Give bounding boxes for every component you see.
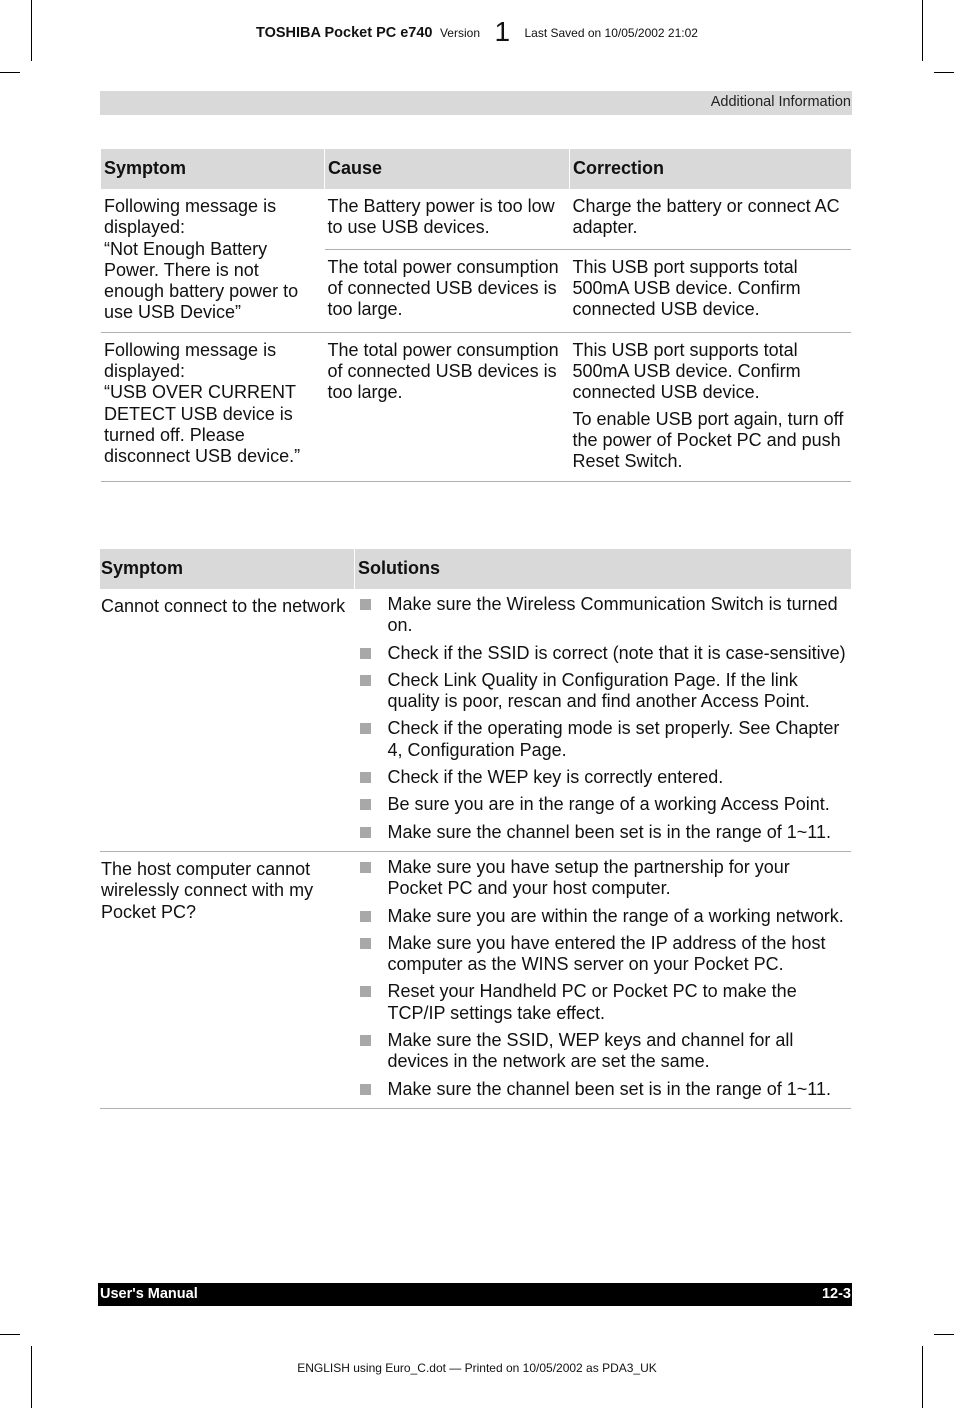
solution-text: Check if the operating mode is set properly. See Chapter 4, Configuration Page. (387, 718, 840, 760)
solutions-list (358, 594, 849, 843)
square-bullet-icon (360, 599, 371, 610)
correction-text: This USB port supports total 500mA USB device. Confirm connected USB device. (572, 256, 801, 320)
list-item (358, 767, 849, 788)
crop-mark-bottom-left-horizontal (0, 1334, 20, 1335)
list-item (358, 981, 849, 1024)
symptom-text: Following message is displayed: (104, 196, 277, 238)
list-item (358, 594, 849, 637)
cause-cell: The total power consumption of connected USB devices is too large. (325, 332, 570, 481)
correction-text: To enable USB port again, turn off the power of Pocket PC and push Reset Switch. (572, 408, 844, 472)
column-header-symptom: Symptom (100, 549, 355, 589)
crop-mark-top-right-horizontal (934, 72, 954, 73)
section-title: Additional Information (710, 94, 851, 110)
square-bullet-icon (360, 986, 371, 997)
crop-mark-bottom-right-horizontal (934, 1334, 954, 1335)
correction-cell (570, 249, 852, 332)
square-bullet-icon (360, 772, 371, 783)
solution-text: Reset your Handheld PC or Pocket PC to make the TCP/IP settings take effect. (387, 981, 797, 1023)
list-item (358, 643, 849, 664)
square-bullet-icon (360, 1035, 371, 1046)
symptom-cell (101, 332, 325, 481)
symptom-message: “Not Enough Battery Power. There is not enough battery power to use USB Device” (104, 238, 299, 323)
solutions-cell (355, 851, 852, 1108)
running-header (0, 16, 954, 48)
column-header-correction: Correction (570, 149, 852, 189)
list-item (358, 906, 849, 927)
version-number: 1 (494, 16, 511, 47)
square-bullet-icon (360, 675, 371, 686)
column-header-cause: Cause (325, 149, 570, 189)
solution-text: Make sure you have entered the IP address of the host computer as the WINS server on your Pocket PC. (387, 932, 826, 975)
usb-troubleshooting-table (101, 149, 851, 482)
square-bullet-icon (360, 723, 371, 734)
square-bullet-icon (360, 1084, 371, 1095)
correction-text: Charge the battery or connect AC adapter. (572, 196, 840, 238)
crop-mark-bottom-left-vertical (31, 1346, 32, 1408)
square-bullet-icon (360, 862, 371, 873)
solution-text: Make sure the channel been set is in the range of 1~11. (387, 1078, 831, 1099)
solution-text: Make sure the Wireless Communication Switch is turned on. (387, 594, 838, 636)
list-item (358, 794, 849, 815)
solution-text: Make sure you have setup the partnership for your Pocket PC and your host computer. (387, 856, 790, 899)
last-saved: Last Saved on 10/05/2002 21:02 (524, 26, 698, 40)
crop-mark-bottom-right-vertical (922, 1346, 923, 1408)
page-number: 12-3 (821, 1286, 851, 1302)
correction-text: This USB port supports total 500mA USB device. Confirm connected USB device. (572, 339, 801, 403)
solutions-list (358, 857, 849, 1100)
square-bullet-icon (360, 938, 371, 949)
list-item (358, 822, 849, 843)
version-label: Version (439, 26, 480, 40)
correction-cell (570, 189, 852, 249)
list-item (358, 857, 849, 900)
section-header-bar (100, 91, 852, 115)
list-item (358, 933, 849, 976)
square-bullet-icon (360, 799, 371, 810)
solutions-cell (355, 589, 852, 851)
solution-text: Check if the WEP key is correctly entered. (387, 767, 724, 788)
solution-text: Check Link Quality in Configuration Page. If the link quality is poor, rescan and find another Access Point. (387, 669, 810, 712)
table-row (100, 851, 851, 1108)
symptom-cell: Cannot connect to the network (100, 589, 355, 851)
symptom-text: Following message is displayed: (104, 339, 277, 382)
symptom-message: “USB OVER CURRENT DETECT USB device is turned off. Please disconnect USB device.” (104, 382, 301, 467)
solution-text: Make sure the SSID, WEP keys and channel for all devices in the network are set the same. (387, 1030, 794, 1072)
product-name: TOSHIBA Pocket PC e740 (256, 25, 433, 41)
symptom-cell: The host computer cannot wirelessly connect with my Pocket PC? (100, 851, 355, 1108)
solution-text: Be sure you are in the range of a working Access Point. (387, 794, 830, 815)
solution-text: Check if the SSID is correct (note that it is case-sensitive) (387, 642, 846, 663)
square-bullet-icon (360, 827, 371, 838)
print-info: ENGLISH using Euro_C.dot — Printed on 10/05/2002 as PDA3_UK (297, 1361, 657, 1375)
square-bullet-icon (360, 648, 371, 659)
list-item (358, 718, 849, 761)
solution-text: Make sure you are within the range of a working network. (387, 905, 844, 926)
column-header-symptom: Symptom (101, 149, 325, 189)
square-bullet-icon (360, 911, 371, 922)
crop-mark-top-left-horizontal (0, 72, 20, 73)
list-item (358, 1030, 849, 1073)
table-row (101, 189, 851, 249)
wireless-troubleshooting-table (100, 549, 851, 1109)
cause-cell: The total power consumption of connected USB devices is too large. (325, 249, 570, 332)
footer-bar (98, 1283, 852, 1306)
correction-cell (570, 332, 852, 481)
list-item (358, 670, 849, 713)
symptom-cell (101, 189, 325, 332)
manual-title: User's Manual (100, 1286, 198, 1302)
table-row (101, 332, 851, 481)
table-row (100, 589, 851, 851)
solution-text: Make sure the channel been set is in the range of 1~11. (387, 821, 831, 842)
list-item (358, 1079, 849, 1100)
cause-cell: The Battery power is too low to use USB devices. (325, 189, 570, 249)
column-header-solutions: Solutions (355, 549, 852, 589)
